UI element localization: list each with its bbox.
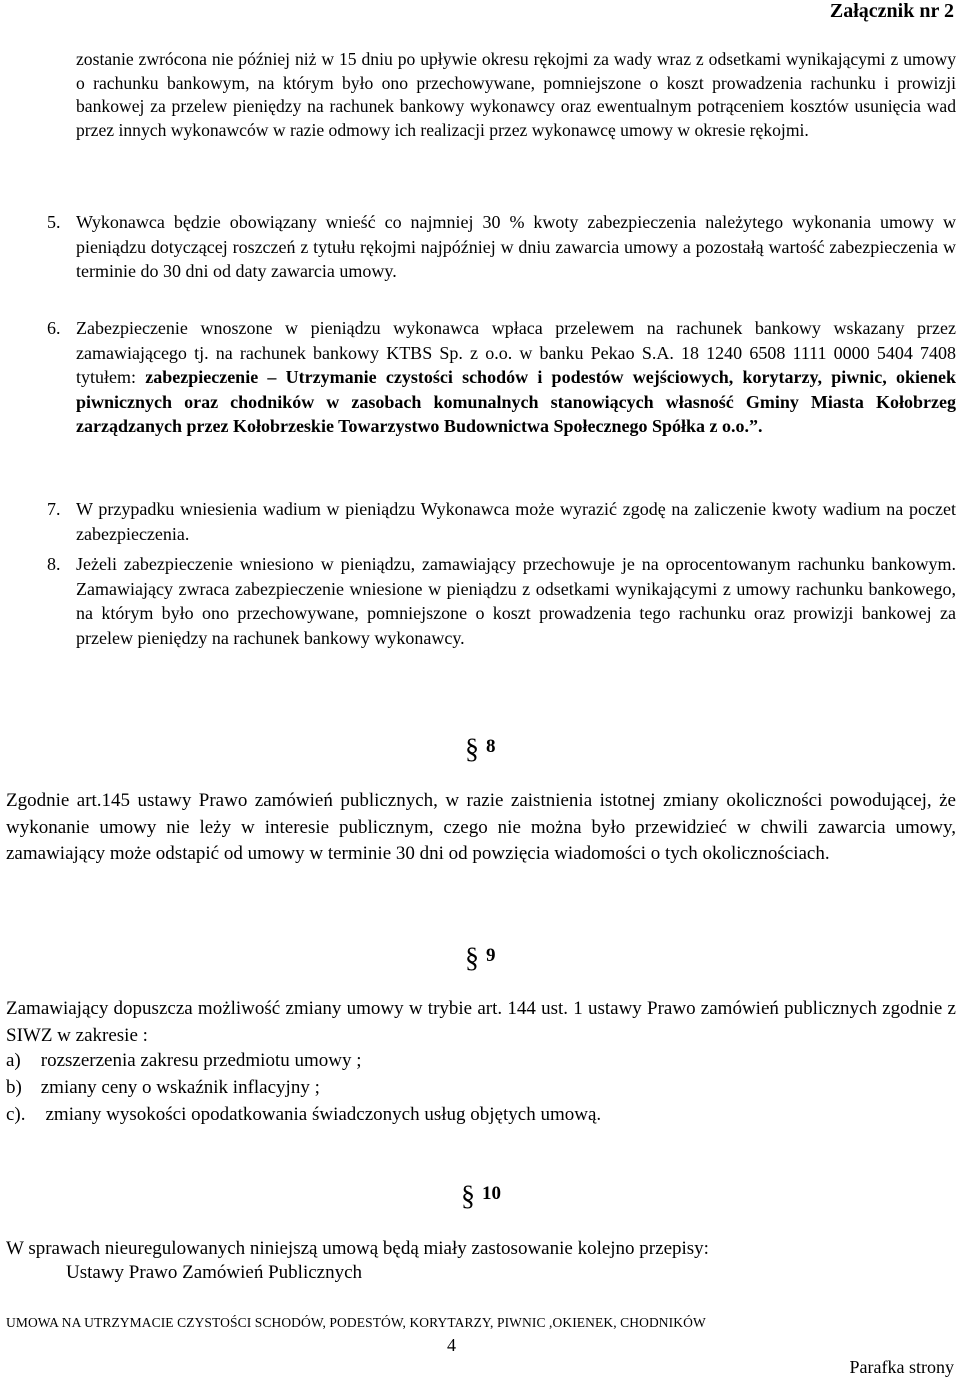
- item-text-bold: zabezpieczenie – Utrzymanie czystości schodów i podestów wejściowych, korytarzy, piwnic, okienek piwnicznych oraz chodników w zasobach komunalnych stanowiących własność Gminy Miasta Kołobrzeg zarządzanych przez Kołobrzeskie Towarzystwo Budownictwa Społecznego Spółka z o.o.”.: [76, 367, 956, 436]
- section-symbol: §: [465, 734, 479, 765]
- list-text: zmiany ceny o wskaźnik inflacyjny ;: [40, 1077, 320, 1098]
- section-symbol: §: [465, 943, 479, 974]
- section-9-list-item: [6, 1104, 601, 1126]
- list-item-7: [47, 497, 956, 546]
- footer-title: UMOWA NA UTRZYMACIE CZYSTOŚCI SCHODÓW, PODESTÓW, KORYTARZY, PIWNIC ,OKIENEK, CHODNIKÓW: [6, 1315, 706, 1330]
- item-number: 8.: [47, 554, 61, 574]
- section-symbol: §: [461, 1181, 475, 1212]
- section-10-text: W sprawach nieuregulowanych niniejszą umową będą miały zastosowanie kolejno przepisy:: [6, 1238, 709, 1259]
- bullet-text: Ustawy Prawo Zamówień Publicznych: [66, 1262, 363, 1283]
- page-number: 4: [447, 1335, 456, 1355]
- list-label: a): [6, 1050, 21, 1071]
- annex-label: Załącznik nr 2: [829, 0, 954, 22]
- list-item-6: [47, 316, 956, 439]
- section-number: 9: [486, 945, 496, 966]
- list-text: zmiany wysokości opodatkowania świadczonych usług objętych umową.: [45, 1104, 602, 1125]
- section-number: 10: [482, 1183, 501, 1204]
- item-number: 5.: [47, 212, 61, 232]
- signature-label: Parafka strony: [849, 1357, 954, 1377]
- list-label: b): [6, 1077, 22, 1098]
- item-number: 7.: [47, 499, 61, 519]
- item-number: 6.: [47, 318, 61, 338]
- list-item-5: [47, 210, 956, 284]
- item-text-regular: Zabezpieczenie wnoszone w pieniądzu wykonawca wpłaca przelewem na rachunek bankowy wskazany przez zamawiającego tj. na rachunek bankowy KTBS Sp. z o.o. w banku Pekao S.A. 18 1240 6508 1111 0000 5404 7408 tytułem:: [76, 318, 956, 387]
- list-label: c).: [6, 1104, 26, 1125]
- list-item-8: [47, 552, 956, 650]
- section-9-heading: [465, 943, 496, 975]
- item-text: Jeżeli zabezpieczenie wniesiono w pieniądzu, zamawiający przechowuje je na oprocentowanym rachunku bankowym. Zamawiający zwraca zabezpieczenie wniesione w pieniądzu z odsetkami wynikającymi z umowy rachunku bankowego, na którym było ono przechowywane, pomniejszone o koszt prowadzenia tego rachunku oraz prowizji bankowej za przelew pieniędzy na rachunek bankowy wykonawcy.: [76, 554, 956, 648]
- section-number: 8: [486, 736, 496, 757]
- item-text: W przypadku wniesienia wadium w pieniądzu Wykonawca może wyrazić zgodę na zaliczenie kwoty wadium na poczet zabezpieczenia.: [76, 499, 956, 544]
- section-8-text: Zgodnie art.145 ustawy Prawo zamówień publicznych, w razie zaistnienia istotnej zmiany okoliczności powodującej, że wykonanie umowy nie leży w interesie publicznym, czego nie można było przewidzieć w chwili zawarcia umowy, zamawiający może odstapić od umowy w terminie 30 dni od powzięcia wiadomości o tych okolicznościach.: [6, 790, 956, 864]
- section-10-heading: [461, 1181, 501, 1213]
- item-text: [76, 316, 956, 439]
- section-9-list-item: [6, 1050, 362, 1072]
- list-text: rozszerzenia zakresu przedmiotu umowy ;: [40, 1050, 362, 1071]
- intro-paragraph: zostanie zwrócona nie później niż w 15 dniu po upływie okresu rękojmi za wady wraz z odsetkami wynikającymi z umowy o rachunku bankowym, na którym było ono przechowywane, pomniejszone o koszt prowadzenia rachunku i prowizji bankowej za przelew pieniędzy na rachunek bankowy wykonawcy oraz ewentualnym potrąceniem kosztów usunięcia wad przez innych wykonawców w razie odmowy ich realizacji przez wykonawcę umowy w okresie rękojmi.: [76, 49, 956, 140]
- item-text: Wykonawca będzie obowiązany wnieść co najmniej 30 % kwoty zabezpieczenia należytego wykonania umowy w pieniądzu dotyczącej roszczeń z tytułu rękojmi najpóźniej w dniu zawarcia umowy a pozostałą wartość zabezpieczenia w terminie do 30 dni od daty zawarcia umowy.: [76, 212, 956, 281]
- section-9-list-item: [6, 1077, 320, 1099]
- section-10-bullet-item: [6, 1262, 362, 1284]
- section-8-heading: [465, 734, 496, 766]
- section-9-text: Zamawiający dopuszcza możliwość zmiany umowy w trybie art. 144 ust. 1 ustawy Prawo zamówień publicznych zgodnie z SIWZ w zakresie :: [6, 998, 956, 1046]
